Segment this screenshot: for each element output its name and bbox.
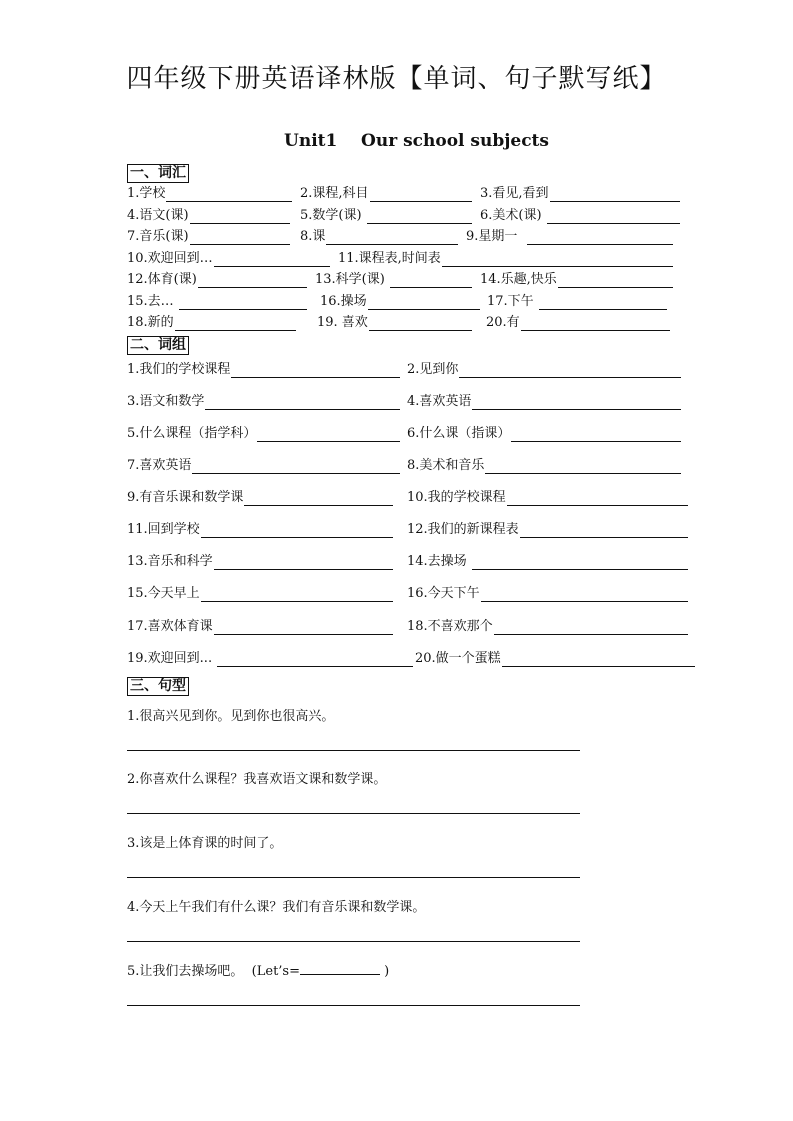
sentence-prompt: [127, 768, 386, 787]
answer-blank[interactable]: [192, 461, 400, 474]
fill-in-item: [300, 186, 472, 202]
answer-blank[interactable]: [201, 525, 393, 538]
answer-line[interactable]: [127, 813, 580, 814]
answer-blank[interactable]: [472, 397, 681, 410]
answer-blank[interactable]: [214, 622, 393, 635]
fill-in-item: [415, 651, 695, 667]
item-label: 3.语文和数学: [127, 394, 205, 409]
fill-in-item: [315, 272, 472, 288]
fill-in-item: [127, 251, 330, 267]
fill-in-item: [407, 490, 688, 506]
fill-in-item: [127, 394, 400, 410]
lets-blank[interactable]: [300, 962, 380, 975]
fill-in-item: [127, 294, 307, 310]
fill-in-item: [127, 619, 393, 635]
item-label: 15.去…: [127, 294, 178, 309]
item-label: 20.有: [486, 315, 520, 330]
item-label: 11.课程表,时间表: [338, 251, 441, 266]
answer-blank[interactable]: [231, 365, 400, 378]
sentence-text: 2.你喜欢什么课程？我喜欢语文课和数学课。: [127, 772, 387, 787]
answer-blank[interactable]: [558, 275, 673, 288]
item-label: 11.回到学校: [127, 522, 200, 537]
item-label: 10.我的学校课程: [407, 490, 506, 505]
item-label: 7.喜欢英语: [127, 458, 192, 473]
fill-in-item: [480, 208, 680, 224]
answer-blank[interactable]: [244, 493, 393, 506]
item-label: 5.什么课程（指学科）: [127, 426, 257, 441]
item-label: 12.我们的新课程表: [407, 522, 519, 537]
fill-in-item: [407, 586, 688, 602]
item-label: 1.我们的学校课程: [127, 362, 231, 377]
fill-in-item: [127, 490, 393, 506]
section-phrases-header: 二、词组: [127, 336, 189, 355]
answer-blank[interactable]: [326, 232, 458, 245]
item-label: 16.操场: [320, 294, 367, 309]
fill-in-item: [320, 294, 480, 310]
unit-title: Unit1 Our school subjects: [284, 131, 549, 151]
sentence-prompt: [127, 960, 389, 979]
answer-blank[interactable]: [205, 397, 400, 410]
item-label: 10.欢迎回到…: [127, 251, 213, 266]
answer-line[interactable]: [127, 941, 580, 942]
fill-in-item: [300, 208, 472, 224]
item-label: 2.见到你: [407, 362, 459, 377]
fill-in-item: [487, 294, 667, 310]
item-label: 7.音乐(课): [127, 229, 189, 244]
fill-in-item: [317, 315, 472, 331]
answer-blank[interactable]: [539, 297, 667, 310]
fill-in-item: [407, 394, 681, 410]
section-sentences-header: 三、句型: [127, 677, 189, 696]
fill-in-item: [127, 426, 400, 442]
sentence-prompt: [127, 705, 334, 724]
fill-in-item: [407, 426, 681, 442]
item-label: 2.课程,科目: [300, 186, 369, 201]
item-label: 8.课: [300, 229, 326, 244]
fill-in-item: [127, 651, 413, 667]
sentence-text: 1.很高兴见到你。见到你也很高兴。: [127, 709, 335, 724]
item-label: 4.语文(课): [127, 208, 189, 223]
item-label: 20.做一个蛋糕: [415, 651, 501, 666]
fill-in-item: [127, 586, 393, 602]
fill-in-item: [338, 251, 673, 267]
answer-blank[interactable]: [190, 232, 290, 245]
fill-in-item: [127, 208, 290, 224]
fill-in-item: [127, 362, 400, 378]
answer-blank[interactable]: [370, 189, 472, 202]
answer-blank[interactable]: [190, 211, 290, 224]
item-label: 17.喜欢体育课: [127, 619, 213, 634]
answer-blank[interactable]: [201, 589, 393, 602]
fill-in-item: [127, 315, 296, 331]
answer-blank[interactable]: [502, 654, 695, 667]
answer-blank[interactable]: [442, 254, 673, 267]
item-label: 15.今天早上: [127, 586, 200, 601]
item-label: 13.音乐和科学: [127, 554, 213, 569]
fill-in-item: [407, 619, 688, 635]
fill-in-item: [480, 272, 673, 288]
answer-blank[interactable]: [520, 525, 688, 538]
fill-in-item: [127, 186, 292, 202]
item-label: 6.什么课（指课）: [407, 426, 511, 441]
sentence-prompt: [127, 832, 282, 851]
answer-blank[interactable]: [179, 297, 307, 310]
fill-in-item: [127, 229, 290, 245]
answer-blank[interactable]: [214, 557, 393, 570]
fill-in-item: [466, 229, 673, 245]
answer-line[interactable]: [127, 750, 580, 751]
answer-line[interactable]: [127, 1005, 580, 1006]
answer-blank[interactable]: [550, 189, 680, 202]
answer-blank[interactable]: [214, 254, 330, 267]
answer-blank[interactable]: [369, 318, 472, 331]
sentence-text: 3.该是上体育课的时间了。: [127, 836, 283, 851]
fill-in-item: [407, 362, 681, 378]
answer-blank[interactable]: [367, 211, 472, 224]
item-label: 8.美术和音乐: [407, 458, 485, 473]
item-label: 1.学校: [127, 186, 166, 201]
answer-blank[interactable]: [368, 297, 480, 310]
sentence-end: ): [380, 964, 390, 979]
item-label: 14.乐趣,快乐: [480, 272, 557, 287]
item-label: 9.有音乐课和数学课: [127, 490, 244, 505]
item-label: 14.去操场: [407, 554, 471, 569]
sentence-prompt: [127, 896, 425, 915]
answer-blank[interactable]: [494, 622, 688, 635]
item-label: 18.新的: [127, 315, 174, 330]
sentence-text: 4.今天上午我们有什么课？我们有音乐课和数学课。: [127, 900, 426, 915]
sentence-text: 5.让我们去操场吧。 (Let’s=: [127, 964, 300, 979]
item-label: 6.美术(课): [480, 208, 546, 223]
item-label: 19.欢迎回到...: [127, 651, 217, 666]
item-label: 5.数学(课): [300, 208, 366, 223]
answer-blank[interactable]: [166, 189, 292, 202]
answer-blank[interactable]: [257, 429, 400, 442]
item-label: 13.科学(课): [315, 272, 389, 287]
fill-in-item: [407, 458, 681, 474]
answer-blank[interactable]: [472, 557, 688, 570]
item-label: 4.喜欢英语: [407, 394, 472, 409]
item-label: 12.体育(课): [127, 272, 197, 287]
item-label: 16.今天下午: [407, 586, 480, 601]
item-label: 9.星期一: [466, 229, 526, 244]
fill-in-item: [127, 554, 393, 570]
answer-blank[interactable]: [481, 589, 688, 602]
item-label: 3.看见,看到: [480, 186, 549, 201]
fill-in-item: [480, 186, 680, 202]
fill-in-item: [407, 522, 688, 538]
fill-in-item: [486, 315, 670, 331]
item-label: 19. 喜欢: [317, 315, 368, 330]
fill-in-item: [127, 458, 400, 474]
fill-in-item: [300, 229, 458, 245]
answer-blank[interactable]: [198, 275, 307, 288]
item-label: 17.下午: [487, 294, 538, 309]
item-label: 18.不喜欢那个: [407, 619, 493, 634]
answer-blank[interactable]: [175, 318, 296, 331]
answer-blank[interactable]: [507, 493, 688, 506]
fill-in-item: [407, 554, 688, 570]
answer-blank[interactable]: [527, 232, 673, 245]
answer-blank[interactable]: [485, 461, 681, 474]
fill-in-item: [127, 522, 393, 538]
answer-blank[interactable]: [459, 365, 681, 378]
fill-in-item: [127, 272, 307, 288]
answer-blank[interactable]: [390, 275, 472, 288]
answer-blank[interactable]: [521, 318, 670, 331]
answer-blank[interactable]: [547, 211, 680, 224]
answer-blank[interactable]: [217, 654, 413, 667]
page-title: 四年级下册英语译林版【单词、句子默写纸】: [126, 64, 667, 94]
section-vocab-header: 一、词汇: [127, 164, 189, 183]
answer-blank[interactable]: [511, 429, 681, 442]
answer-line[interactable]: [127, 877, 580, 878]
